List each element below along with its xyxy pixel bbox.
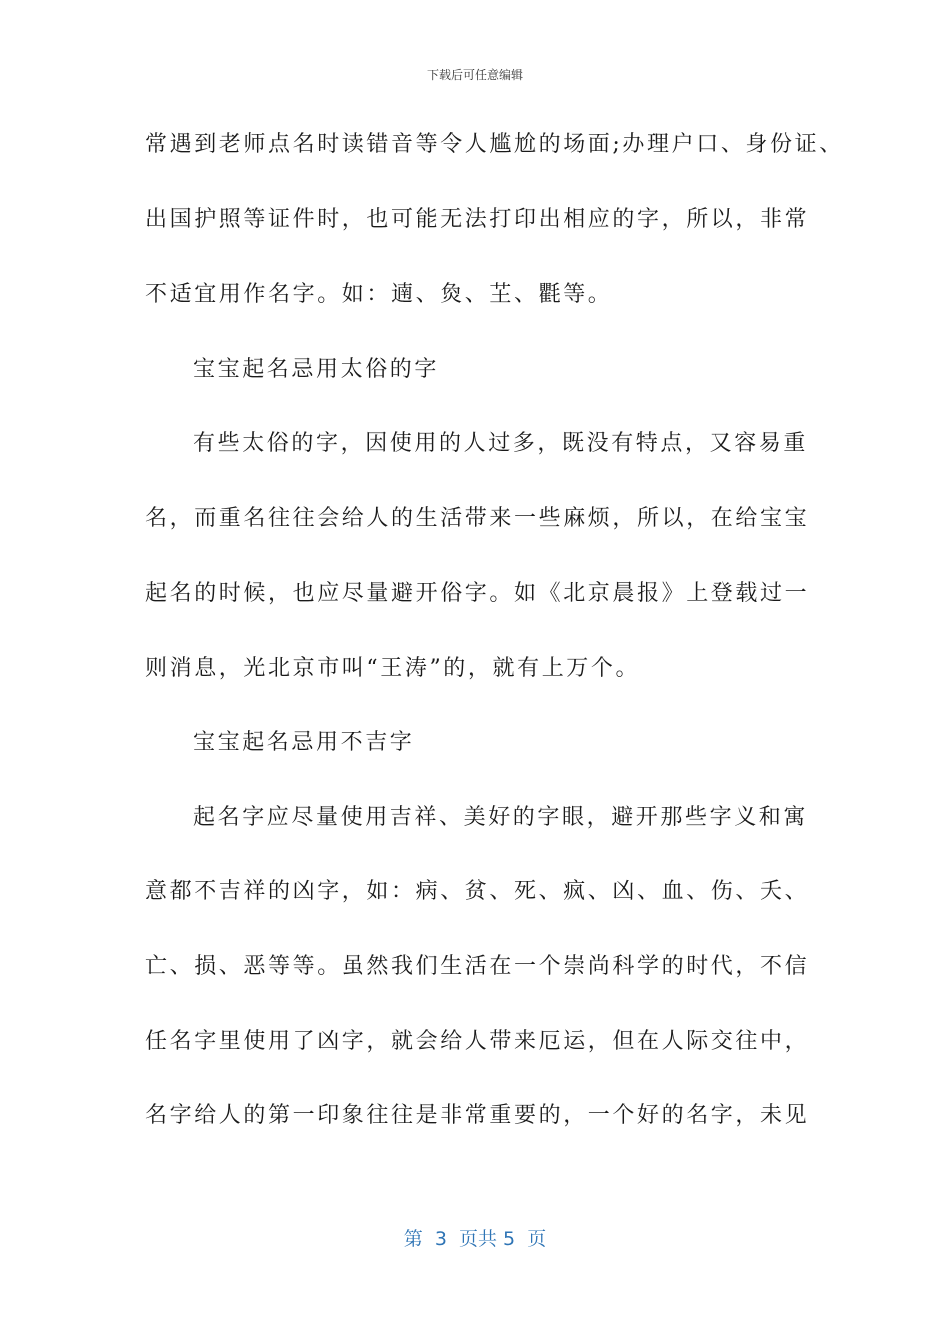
text-line: 亡、损、恶等等。虽然我们生活在一个崇尚科学的时代，不信 (145, 954, 810, 979)
page-header: 下载后可任意编辑 (426, 68, 523, 82)
text-line: 不适宜用作名字。如：遖、烉、芏、氍等。 (145, 282, 613, 307)
section-heading: 宝宝起名忌用不吉字 (193, 730, 415, 755)
text-line: 任名字里使用了凶字，就会给人带来厄运，但在人际交往中， (145, 1029, 810, 1054)
section-heading: 宝宝起名忌用太俗的字 (193, 357, 440, 382)
text-line: 则消息，光北京市叫“王涛”的，就有上万个。 (145, 656, 641, 681)
text-line: 名，而重名往往会给人的生活带来一些麻烦，所以，在给宝宝 (145, 506, 810, 531)
text-line: 名字给人的第一印象往往是非常重要的，一个好的名字，未见 (145, 1103, 810, 1128)
page-footer: 第 3 页共 5 页 (403, 1228, 547, 1250)
text-line: 出国护照等证件时，也可能无法打印出相应的字，所以，非常 (145, 207, 810, 232)
text-line: 起名的时候，也应尽量避开俗字。如《北京晨报》上登载过一 (145, 581, 810, 606)
text-line: 有些太俗的字，因使用的人过多，既没有特点，又容易重 (193, 431, 809, 456)
text-line: 起名字应尽量使用吉祥、美好的字眼，避开那些字义和寓 (193, 805, 809, 830)
text-line: 意都不吉祥的凶字，如：病、贫、死、疯、凶、血、伤、夭、 (145, 879, 810, 904)
text-line: 常遇到老师点名时读错音等令人尴尬的场面;办理户口、身份证、 (145, 132, 844, 157)
